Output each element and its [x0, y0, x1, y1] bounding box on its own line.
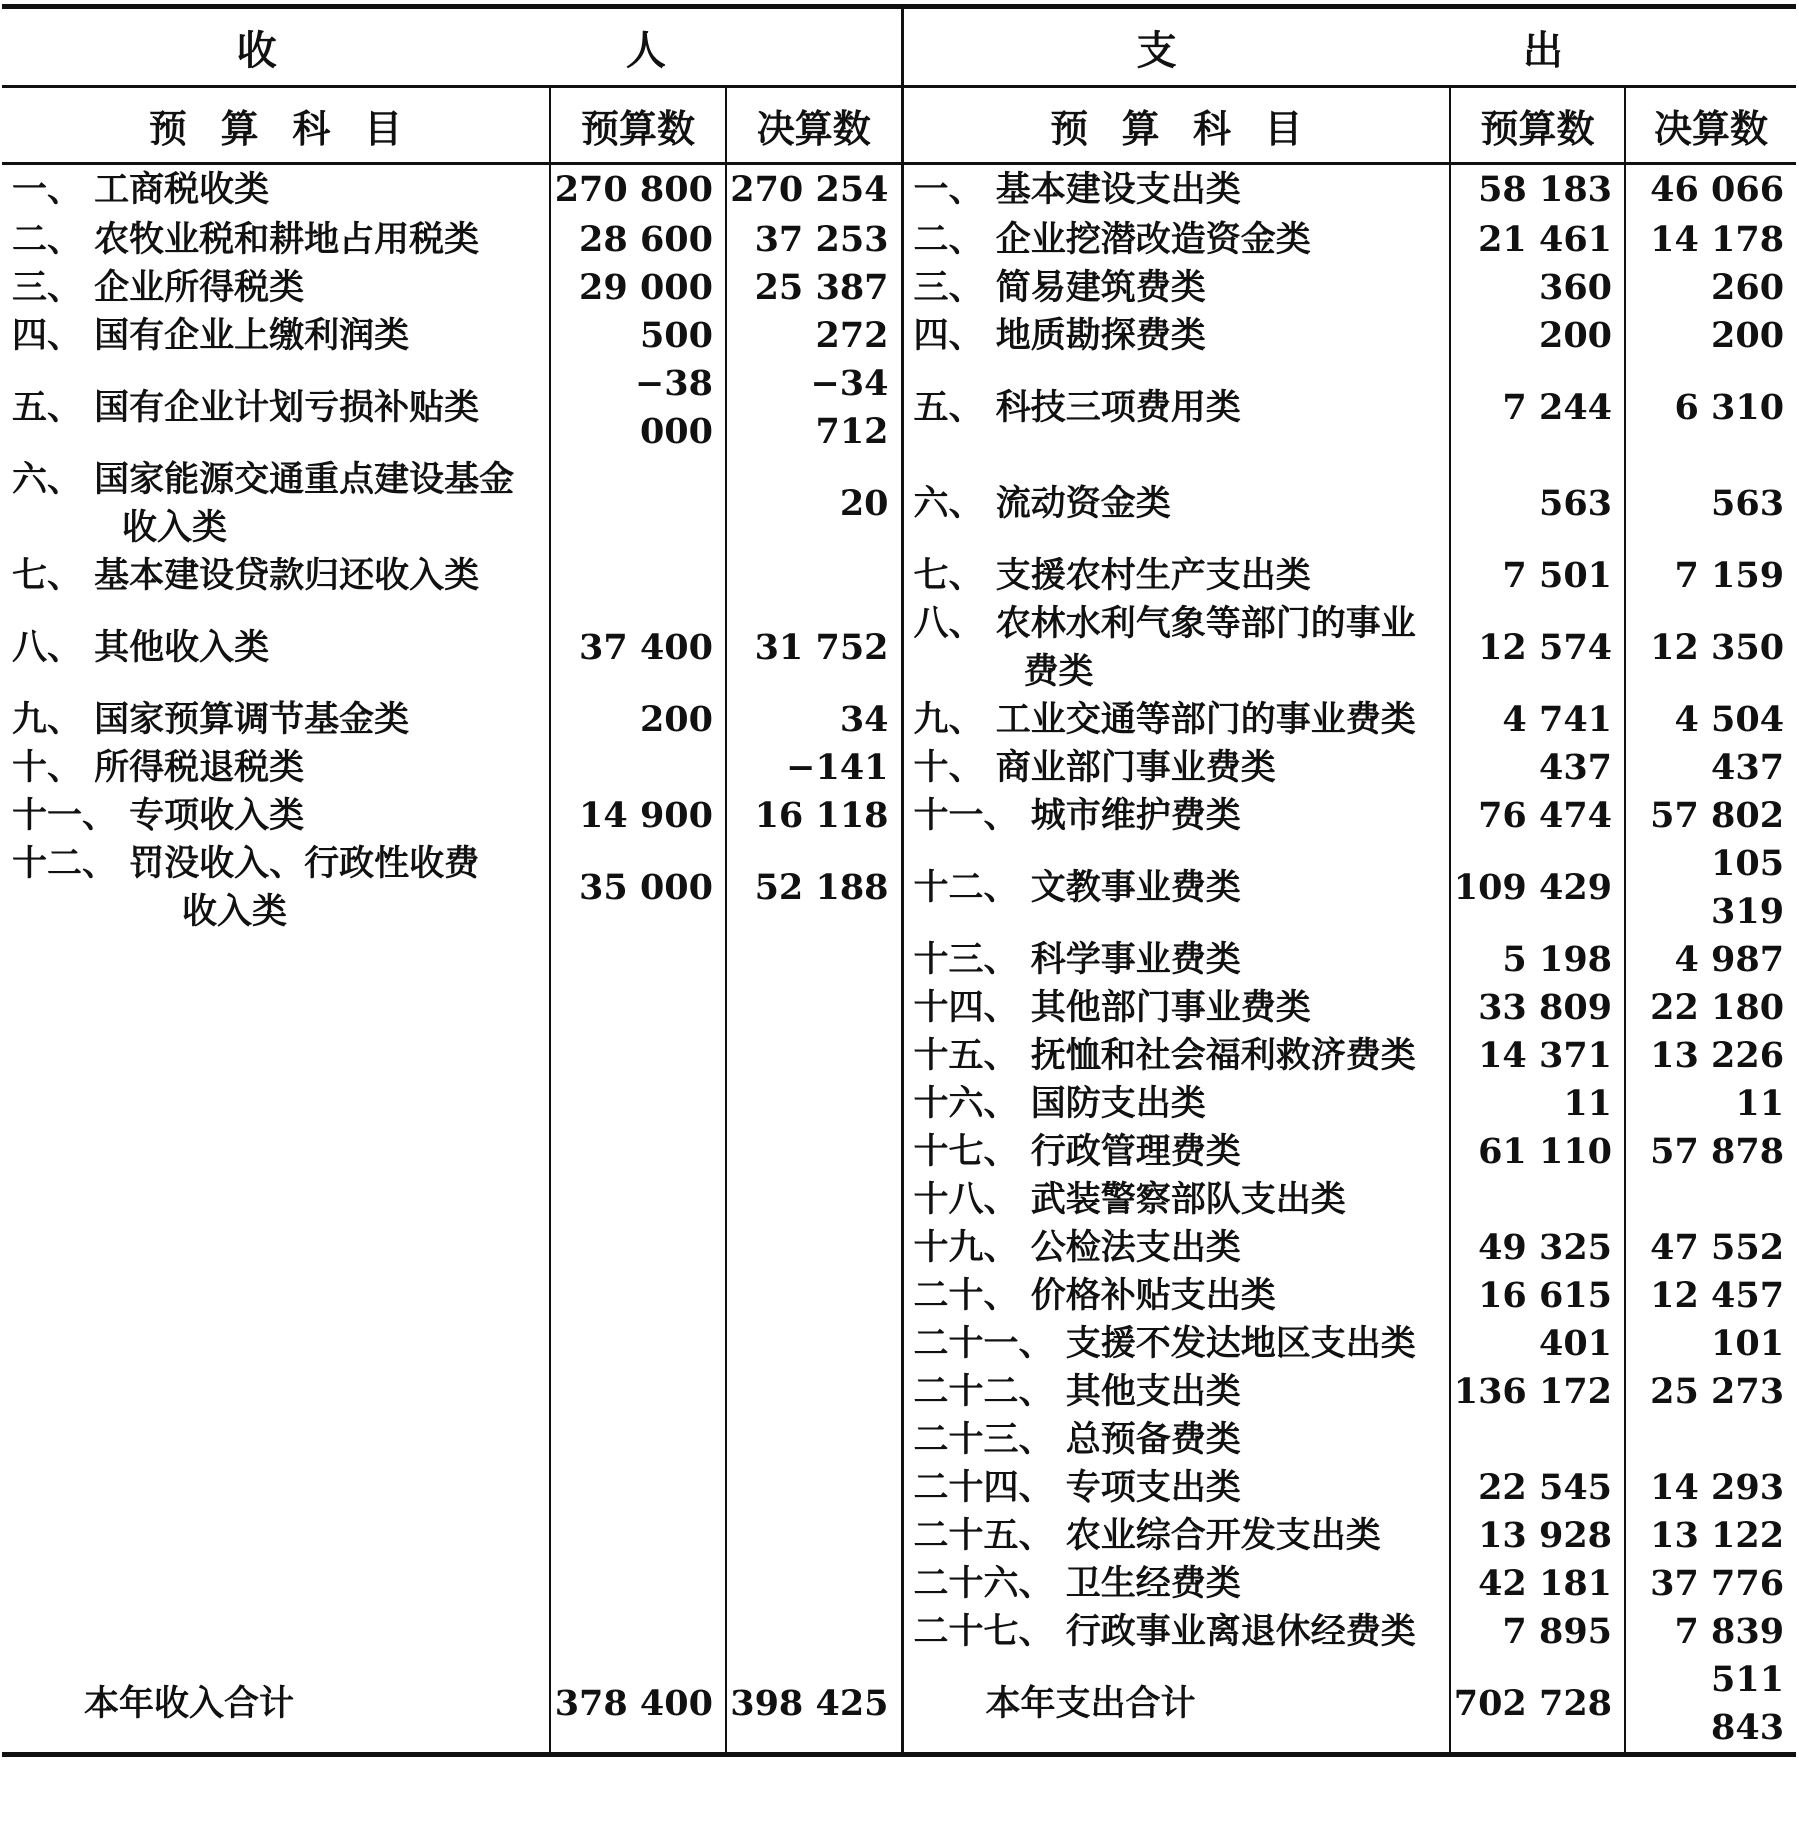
expense-header-char: 出 [1522, 26, 1563, 74]
income-section-header [2, 7, 902, 87]
table-row [2, 264, 1796, 312]
income-total-label [2, 1656, 550, 1755]
income-budget-value [550, 1128, 726, 1176]
income-final-value [726, 1416, 902, 1464]
table-row [2, 164, 1796, 216]
table-body [2, 164, 1796, 1755]
expense-item-label: 十八、 武装警察部队支出类 [913, 1178, 1346, 1220]
column-header-row [2, 87, 1796, 164]
expense-budget-value: 109 429 [1450, 840, 1625, 936]
subject-char: 算 [220, 105, 259, 151]
expense-final-value: 25 273 [1650, 1370, 1785, 1412]
expense-item-label: 二十一、 支援不发达地区支出类 [913, 1322, 1416, 1364]
expense-final-value: 7 159 [1674, 554, 1785, 596]
income-item-name [2, 840, 550, 936]
income-budget-value [550, 1272, 726, 1320]
income-final-value: 52 188 [726, 840, 902, 936]
income-item-label-cont: 收入类 [182, 890, 288, 932]
expense-budget-value: 22 545 [1450, 1464, 1625, 1512]
expense-budget-value: 21 461 [1450, 216, 1625, 264]
expense-item-label: 十一、 城市维护费类 [913, 794, 1241, 836]
expense-item-label: 十六、 国防支出类 [913, 1082, 1206, 1124]
expense-item-name [902, 360, 1450, 456]
expense-budget-header: 预算数 [1450, 87, 1625, 164]
income-header-char: 人 [625, 26, 666, 74]
table-row [2, 1416, 1796, 1464]
income-item-label: 十、 所得税退税类 [12, 746, 305, 788]
income-item-name [2, 1368, 550, 1416]
income-final-value [726, 1032, 902, 1080]
table-row [2, 1176, 1796, 1224]
income-budget-value: 14 900 [550, 792, 726, 840]
expense-final-value: 47 552 [1650, 1226, 1785, 1268]
income-item-name [2, 1128, 550, 1176]
expense-final-value: 14 293 [1650, 1466, 1785, 1508]
table-row [2, 744, 1796, 792]
income-item-name [2, 456, 550, 552]
income-item-label: 六、 国家能源交通重点建设基金 [12, 458, 515, 500]
income-budget-value [550, 1320, 726, 1368]
income-budget-value [550, 1464, 726, 1512]
expense-item-label-cont: 费类 [1023, 650, 1094, 692]
expense-item-label: 三、 简易建筑费类 [913, 266, 1206, 308]
expense-item-name [902, 164, 1450, 216]
table-row [2, 1512, 1796, 1560]
expense-item-name [902, 1464, 1450, 1512]
expense-item-name [902, 312, 1450, 360]
income-final-value: 270 254 [726, 164, 902, 216]
budget-table-sheet [2, 4, 1796, 1757]
table-row [2, 696, 1796, 744]
expense-item-name [902, 1272, 1450, 1320]
total-row [2, 1656, 1796, 1755]
income-item-name [2, 264, 550, 312]
expense-final-value: 6 310 [1674, 386, 1785, 428]
income-final-value [726, 1224, 902, 1272]
expense-final-value: 46 066 [1650, 169, 1785, 211]
income-budget-value [550, 984, 726, 1032]
expense-final-value: 4 987 [1674, 938, 1785, 980]
income-total-text: 本年收入合计 [84, 1682, 295, 1724]
income-item-label: 十一、 专项收入类 [12, 794, 305, 836]
expense-final-value: 57 802 [1650, 794, 1785, 836]
income-item-label: 八、 其他收入类 [12, 626, 270, 668]
income-budget-value [550, 1560, 726, 1608]
expense-header-char: 支 [1136, 26, 1177, 74]
income-final-value: 34 [726, 696, 902, 744]
income-final-value [726, 552, 902, 600]
subject-char: 预 [1050, 105, 1089, 151]
income-budget-value [550, 1512, 726, 1560]
income-final-header: 决算数 [726, 87, 902, 164]
income-item-name [2, 1080, 550, 1128]
subject-char: 科 [292, 105, 331, 151]
income-total-budget: 378 400 [550, 1656, 726, 1755]
expense-final-value: 22 180 [1650, 986, 1785, 1028]
subject-char: 目 [1264, 105, 1303, 151]
income-item-label: 五、 国有企业计划亏损补贴类 [12, 386, 480, 428]
table-row [2, 456, 1796, 552]
expense-total-label [902, 1656, 1450, 1755]
income-budget-value [550, 1608, 726, 1656]
income-item-name [2, 1272, 550, 1320]
table-row [2, 1032, 1796, 1080]
income-budget-value [550, 1032, 726, 1080]
table-row [2, 1080, 1796, 1128]
income-item-name [2, 1416, 550, 1464]
expense-budget-value: 7 244 [1450, 360, 1625, 456]
expense-item-label: 二、 企业挖潜改造资金类 [913, 218, 1311, 260]
income-item-name [2, 360, 550, 456]
expense-budget-value: 42 181 [1450, 1560, 1625, 1608]
income-item-name [2, 1176, 550, 1224]
income-final-value [726, 936, 902, 984]
expense-item-name [902, 1080, 1450, 1128]
income-final-value [726, 984, 902, 1032]
expense-section-header [902, 7, 1796, 87]
expense-budget-value: 7 501 [1450, 552, 1625, 600]
expense-item-name [902, 1512, 1450, 1560]
expense-item-label: 一、 基本建设支出类 [913, 169, 1241, 211]
expense-item-name [902, 984, 1450, 1032]
income-budget-value: 37 400 [550, 600, 726, 696]
income-item-name [2, 1512, 550, 1560]
income-item-name [2, 744, 550, 792]
expense-final-value [1625, 1176, 1796, 1224]
expense-budget-value: 58 183 [1450, 164, 1625, 216]
table-row [2, 984, 1796, 1032]
expense-item-label: 二十六、 卫生经费类 [913, 1562, 1241, 1604]
expense-item-label: 六、 流动资金类 [913, 482, 1171, 524]
expense-budget-value: 5 198 [1450, 936, 1625, 984]
income-final-value [726, 1464, 902, 1512]
income-final-value [726, 1608, 902, 1656]
table-row [2, 600, 1796, 696]
table-row [2, 1464, 1796, 1512]
expense-item-label: 十五、 抚恤和社会福利救济费类 [913, 1034, 1416, 1076]
expense-total-text: 本年支出合计 [985, 1682, 1196, 1724]
income-item-name [2, 936, 550, 984]
expense-budget-value [1450, 1416, 1625, 1464]
expense-item-name [902, 1560, 1450, 1608]
income-final-value: 25 387 [726, 264, 902, 312]
income-final-value: 20 [726, 456, 902, 552]
expense-item-name [902, 1032, 1450, 1080]
expense-budget-value: 13 928 [1450, 1512, 1625, 1560]
expense-item-name [902, 744, 1450, 792]
expense-budget-value: 7 895 [1450, 1608, 1625, 1656]
expense-item-name [902, 1128, 1450, 1176]
table-row [2, 1608, 1796, 1656]
table-row [2, 840, 1796, 936]
income-item-label: 九、 国家预算调节基金类 [12, 698, 410, 740]
expense-item-name [902, 1224, 1450, 1272]
table-row [2, 1128, 1796, 1176]
expense-item-label: 七、 支援农村生产支出类 [913, 554, 1311, 596]
expense-item-label: 九、 工业交通等部门的事业费类 [913, 698, 1416, 740]
expense-item-name [902, 1176, 1450, 1224]
subject-char: 预 [148, 105, 187, 151]
expense-final-value [1625, 1416, 1796, 1464]
expense-final-value: 14 178 [1650, 218, 1785, 260]
expense-final-value: 12 457 [1650, 1274, 1785, 1316]
income-item-label: 十二、 罚没收入、行政性收费 [12, 842, 480, 884]
expense-item-label: 四、 地质勘探费类 [913, 314, 1206, 356]
income-budget-value: −38 000 [550, 360, 726, 456]
income-final-value [726, 1176, 902, 1224]
expense-item-name [902, 1608, 1450, 1656]
income-final-value [726, 1320, 902, 1368]
expense-final-value: 105 319 [1711, 842, 1785, 932]
expense-final-value: 200 [1711, 314, 1785, 356]
income-total-final: 398 425 [726, 1656, 902, 1755]
expense-final-value: 13 226 [1650, 1034, 1785, 1076]
expense-budget-value: 401 [1450, 1320, 1625, 1368]
table-row [2, 216, 1796, 264]
income-item-name [2, 1320, 550, 1368]
expense-item-label: 五、 科技三项费用类 [913, 386, 1241, 428]
table-row [2, 1320, 1796, 1368]
income-budget-value: 35 000 [550, 840, 726, 936]
income-final-value: 16 118 [726, 792, 902, 840]
income-budget-header: 预算数 [550, 87, 726, 164]
income-item-name [2, 1464, 550, 1512]
expense-item-label: 二十七、 行政事业离退休经费类 [913, 1610, 1416, 1652]
expense-item-label: 十九、 公检法支出类 [913, 1226, 1241, 1268]
income-item-label: 三、 企业所得税类 [12, 266, 305, 308]
income-item-name [2, 1032, 550, 1080]
expense-final-value: 37 776 [1650, 1562, 1785, 1604]
expense-final-value: 4 504 [1674, 698, 1785, 740]
table-row [2, 1272, 1796, 1320]
expense-final-value: 563 [1711, 482, 1785, 524]
section-header-row [2, 7, 1796, 87]
expense-budget-value: 14 371 [1450, 1032, 1625, 1080]
expense-final-header: 决算数 [1625, 87, 1796, 164]
income-final-value: −34 712 [726, 360, 902, 456]
table-row [2, 1560, 1796, 1608]
expense-budget-value: 136 172 [1450, 1368, 1625, 1416]
income-item-name [2, 312, 550, 360]
income-final-value: 31 752 [726, 600, 902, 696]
income-item-name [2, 164, 550, 216]
expense-final-value: 57 878 [1650, 1130, 1785, 1172]
expense-item-label: 二十五、 农业综合开发支出类 [913, 1514, 1381, 1556]
income-item-label: 七、 基本建设贷款归还收入类 [12, 554, 480, 596]
expense-item-label: 十四、 其他部门事业费类 [913, 986, 1311, 1028]
expense-budget-value: 12 574 [1450, 600, 1625, 696]
income-subject-header [2, 87, 550, 164]
income-final-value [726, 1128, 902, 1176]
budget-table [2, 4, 1796, 1757]
expense-item-name [902, 600, 1450, 696]
expense-item-label: 二十三、 总预备费类 [913, 1418, 1241, 1460]
expense-item-name [902, 696, 1450, 744]
expense-budget-value: 61 110 [1450, 1128, 1625, 1176]
income-final-value [726, 1512, 902, 1560]
expense-budget-value: 437 [1450, 744, 1625, 792]
income-budget-value [550, 744, 726, 792]
expense-budget-value: 11 [1450, 1080, 1625, 1128]
table-row [2, 936, 1796, 984]
expense-item-name [902, 264, 1450, 312]
income-budget-value: 270 800 [550, 164, 726, 216]
income-final-value [726, 1272, 902, 1320]
expense-item-name [902, 456, 1450, 552]
expense-item-label: 十二、 文教事业费类 [913, 866, 1241, 908]
expense-budget-value: 200 [1450, 312, 1625, 360]
income-item-label: 二、 农牧业税和耕地占用税类 [12, 218, 480, 260]
income-header-char: 收 [236, 26, 277, 74]
expense-item-name [902, 1368, 1450, 1416]
expense-item-name [902, 216, 1450, 264]
income-budget-value [550, 1416, 726, 1464]
income-final-value [726, 1368, 902, 1416]
table-row [2, 312, 1796, 360]
income-budget-value [550, 936, 726, 984]
income-final-value: 272 [726, 312, 902, 360]
income-budget-value [550, 1176, 726, 1224]
subject-char: 科 [1192, 105, 1231, 151]
expense-budget-value: 76 474 [1450, 792, 1625, 840]
income-item-name [2, 216, 550, 264]
expense-final-value: 260 [1711, 266, 1785, 308]
income-budget-value [550, 1368, 726, 1416]
expense-budget-value: 4 741 [1450, 696, 1625, 744]
income-final-value [726, 1080, 902, 1128]
expense-item-name [902, 936, 1450, 984]
expense-item-label: 十、 商业部门事业费类 [913, 746, 1276, 788]
subject-char: 目 [364, 105, 403, 151]
income-budget-value: 29 000 [550, 264, 726, 312]
expense-item-label: 八、 农林水利气象等部门的事业 [913, 602, 1416, 644]
expense-item-name [902, 840, 1450, 936]
expense-final-value: 12 350 [1650, 626, 1785, 668]
expense-item-name [902, 552, 1450, 600]
income-item-name [2, 984, 550, 1032]
income-final-value: −141 [726, 744, 902, 792]
expense-item-label: 二十、 价格补贴支出类 [913, 1274, 1276, 1316]
expense-final-value: 13 122 [1650, 1514, 1785, 1556]
income-budget-value: 500 [550, 312, 726, 360]
expense-final-value: 101 [1711, 1322, 1785, 1364]
table-row [2, 552, 1796, 600]
income-item-name [2, 600, 550, 696]
income-item-name [2, 1608, 550, 1656]
expense-final-value: 7 839 [1674, 1610, 1785, 1652]
expense-budget-value: 49 325 [1450, 1224, 1625, 1272]
expense-item-name [902, 1320, 1450, 1368]
expense-budget-value: 563 [1450, 456, 1625, 552]
expense-item-label: 二十四、 专项支出类 [913, 1466, 1241, 1508]
income-item-label: 四、 国有企业上缴利润类 [12, 314, 410, 356]
expense-final-value: 11 [1735, 1082, 1785, 1124]
income-item-label: 一、 工商税收类 [12, 169, 270, 211]
expense-item-name [902, 792, 1450, 840]
income-item-name [2, 1224, 550, 1272]
income-budget-value [550, 1224, 726, 1272]
income-budget-value [550, 552, 726, 600]
expense-final-value: 437 [1711, 746, 1785, 788]
expense-budget-value [1450, 1176, 1625, 1224]
expense-item-label: 十三、 科学事业费类 [913, 938, 1241, 980]
income-item-name [2, 696, 550, 744]
expense-item-label: 十七、 行政管理费类 [913, 1130, 1241, 1172]
income-final-value [726, 1560, 902, 1608]
income-item-label-cont: 收入类 [122, 506, 228, 548]
income-budget-value: 28 600 [550, 216, 726, 264]
income-item-name [2, 1560, 550, 1608]
expense-item-name [902, 1416, 1450, 1464]
expense-total-final: 511 843 [1625, 1656, 1796, 1755]
expense-total-budget: 702 728 [1450, 1656, 1625, 1755]
income-item-name [2, 552, 550, 600]
income-budget-value [550, 1080, 726, 1128]
table-row [2, 792, 1796, 840]
expense-budget-value: 360 [1450, 264, 1625, 312]
table-row [2, 1368, 1796, 1416]
expense-item-label: 二十二、 其他支出类 [913, 1370, 1241, 1412]
income-final-value: 37 253 [726, 216, 902, 264]
income-budget-value: 200 [550, 696, 726, 744]
expense-budget-value: 16 615 [1450, 1272, 1625, 1320]
table-row [2, 1224, 1796, 1272]
subject-char: 算 [1121, 105, 1160, 151]
income-item-name [2, 792, 550, 840]
income-budget-value [550, 456, 726, 552]
expense-budget-value: 33 809 [1450, 984, 1625, 1032]
expense-subject-header [902, 87, 1450, 164]
table-row [2, 360, 1796, 456]
